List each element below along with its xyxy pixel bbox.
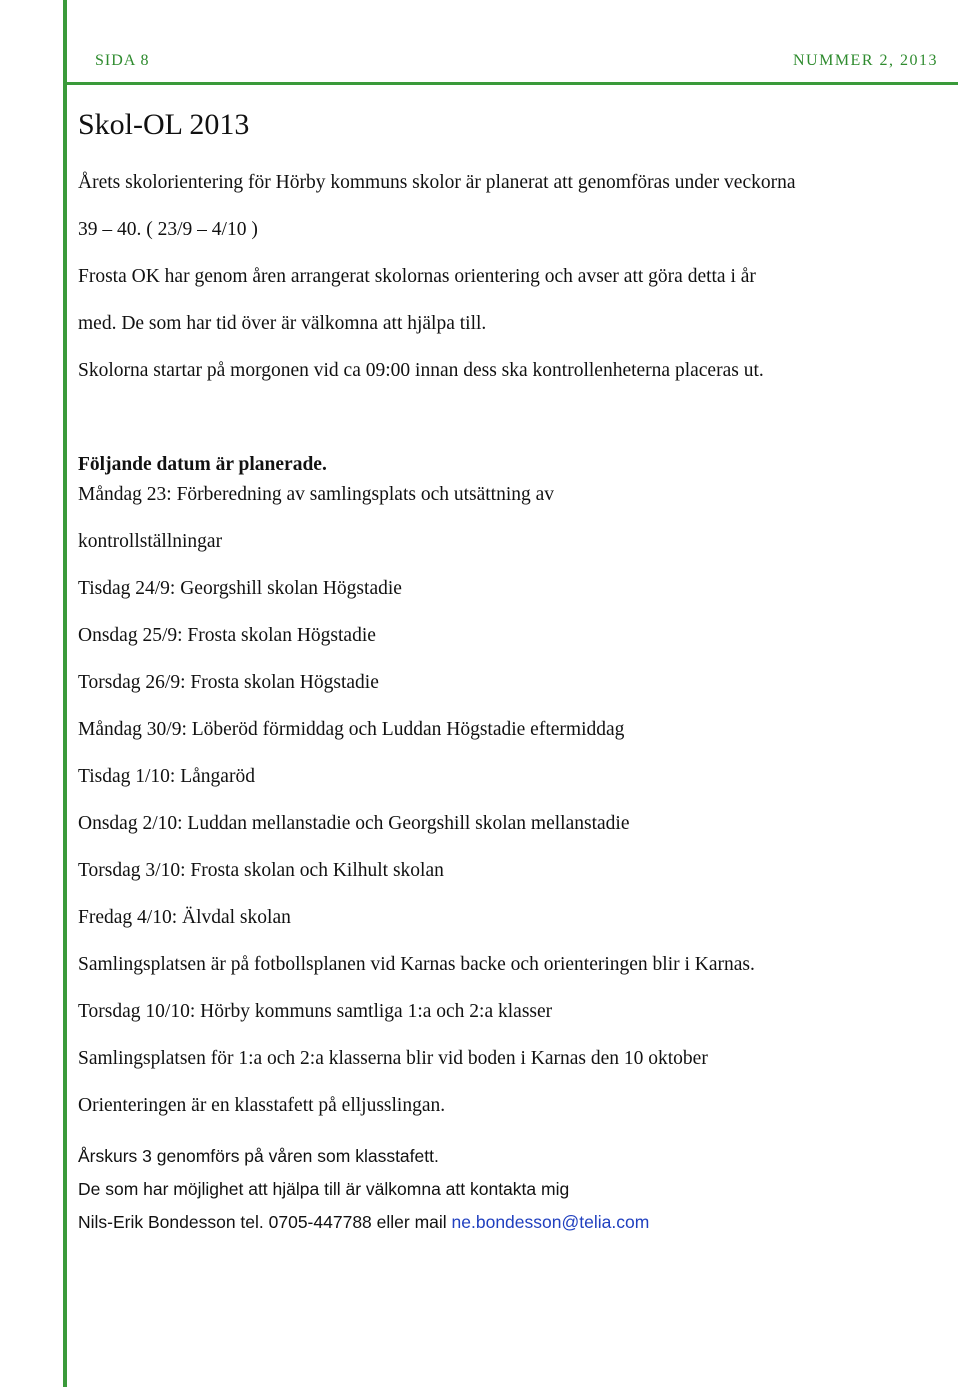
schedule-item: Orienteringen är en klasstafett på elljusslingan. [78, 1095, 446, 1116]
contact-line [78, 1212, 649, 1233]
schedule-item: Onsdag 25/9: Frosta skolan Högstadie [78, 625, 376, 646]
schedule-item: Tisdag 24/9: Georgshill skolan Högstadie [78, 578, 402, 599]
intro-line: 39 – 40. ( 23/9 – 4/10 ) [78, 219, 258, 240]
intro-line: med. De som har tid över är välkomna att hjälpa till. [78, 313, 487, 334]
schedule-item: kontrollställningar [78, 531, 223, 552]
header-rule [63, 82, 958, 85]
schedule-item: Samlingsplatsen för 1:a och 2:a klasserna blir vid boden i Karnas den 10 oktober [78, 1048, 708, 1069]
intro-line: Årets skolorientering för Hörby kommuns skolor är planerat att genomföras under veckorna [78, 172, 796, 193]
intro-line: Frosta OK har genom åren arrangerat skolornas orientering och avser att göra detta i år [78, 266, 756, 287]
schedule-item: Torsdag 10/10: Hörby kommuns samtliga 1:a och 2:a klasser [78, 1001, 553, 1022]
closing-line: Årskurs 3 genomförs på våren som klasstafett. [78, 1146, 439, 1166]
article-title: Skol-OL 2013 [78, 108, 250, 141]
closing-line: De som har möjlighet att hjälpa till är välkomna att kontakta mig [78, 1179, 570, 1199]
schedule-item: Onsdag 2/10: Luddan mellanstadie och Georgshill skolan mellanstadie [78, 813, 630, 834]
page-number: SIDA 8 [95, 52, 150, 69]
schedule-item: Fredag 4/10: Älvdal skolan [78, 907, 291, 928]
schedule-item: Tisdag 1/10: Långaröd [78, 766, 255, 787]
schedule-heading: Följande datum är planerade. [78, 454, 327, 475]
intro-line: Skolorna startar på morgonen vid ca 09:00 innan dess ska kontrollenheterna placeras ut. [78, 360, 764, 381]
schedule-item: Samlingsplatsen är på fotbollsplanen vid Karnas backe och orienteringen blir i Karnas. [78, 954, 755, 975]
schedule-item: Måndag 30/9: Löberöd förmiddag och Luddan Högstadie eftermiddag [78, 719, 625, 740]
schedule-item: Måndag 23: Förberedning av samlingsplats och utsättning av [78, 484, 555, 505]
issue-number: NUMMER 2, 2013 [792, 52, 938, 69]
schedule-item: Torsdag 26/9: Frosta skolan Högstadie [78, 672, 379, 693]
left-margin-rule [63, 0, 67, 1387]
contact-email-link[interactable]: ne.bondesson@telia.com [451, 1212, 650, 1232]
schedule-item: Torsdag 3/10: Frosta skolan och Kilhult skolan [78, 860, 444, 881]
contact-text: Nils-Erik Bondesson tel. 0705-447788 eller mail [78, 1212, 452, 1232]
